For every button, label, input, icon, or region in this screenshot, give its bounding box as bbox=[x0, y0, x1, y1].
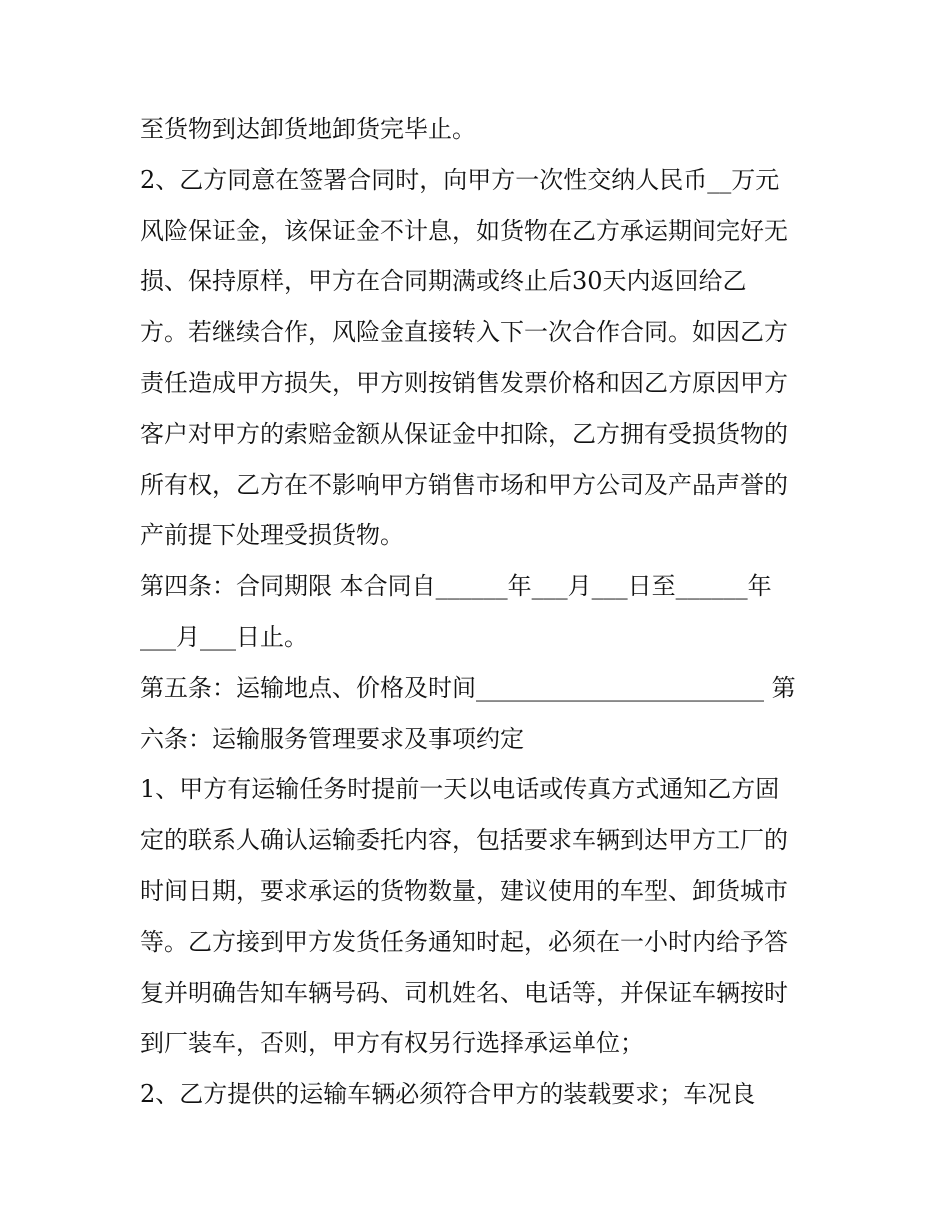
text-line: 1、甲方有运输任务时提前一天以电话或传真方式通知乙方固 bbox=[140, 775, 780, 804]
text-line: 等。乙方接到甲方发货任务通知时起，必须在一小时内给予答 bbox=[140, 927, 788, 956]
text-line: 客户对甲方的索赔金额从保证金中扣除，乙方拥有受损货物的 bbox=[140, 419, 788, 448]
text-line: 责任造成甲方损失，甲方则按销售发票价格和因乙方原因甲方 bbox=[140, 368, 788, 397]
text-line: 时间日期，要求承运的货物数量，建议使用的车型、卸货城市 bbox=[140, 876, 788, 905]
text-line: ___月___日止。 bbox=[140, 622, 308, 651]
text-line: 至货物到达卸货地卸货完毕止。 bbox=[140, 115, 476, 143]
text-line: 产前提下处理受损货物。 bbox=[140, 521, 404, 550]
text-line: 损、保持原样，甲方在合同期满或终止后30天内返回给乙 bbox=[140, 267, 747, 296]
text-line: 到厂装车，否则，甲方有权另行选择承运单位； bbox=[140, 1029, 644, 1058]
document-page bbox=[140, 104, 820, 1120]
text-line: 2、乙方同意在签署合同时，向甲方一次性交纳人民币__万元 bbox=[140, 165, 780, 194]
text-line: 六条：运输服务管理要求及事项约定 bbox=[140, 724, 524, 753]
text-line: 第四条：合同期限 本合同自______年___月___日至______年 bbox=[140, 572, 772, 601]
text-line: 方。若继续合作，风险金直接转入下一次合作合同。如因乙方 bbox=[140, 318, 788, 347]
text-line: 第五条：运输地点、价格及时间________________________ 第 bbox=[140, 673, 796, 702]
text-line: 风险保证金，该保证金不计息，如货物在乙方承运期间完好无 bbox=[140, 216, 788, 245]
text-line: 所有权，乙方在不影响甲方销售市场和甲方公司及产品声誉的 bbox=[140, 470, 788, 499]
text-line: 复并明确告知车辆号码、司机姓名、电话等，并保证车辆按时 bbox=[140, 978, 788, 1007]
text-line: 定的联系人确认运输委托内容，包括要求车辆到达甲方工厂的 bbox=[140, 826, 788, 855]
text-line: 2、乙方提供的运输车辆必须符合甲方的装载要求；车况良 bbox=[140, 1080, 756, 1109]
